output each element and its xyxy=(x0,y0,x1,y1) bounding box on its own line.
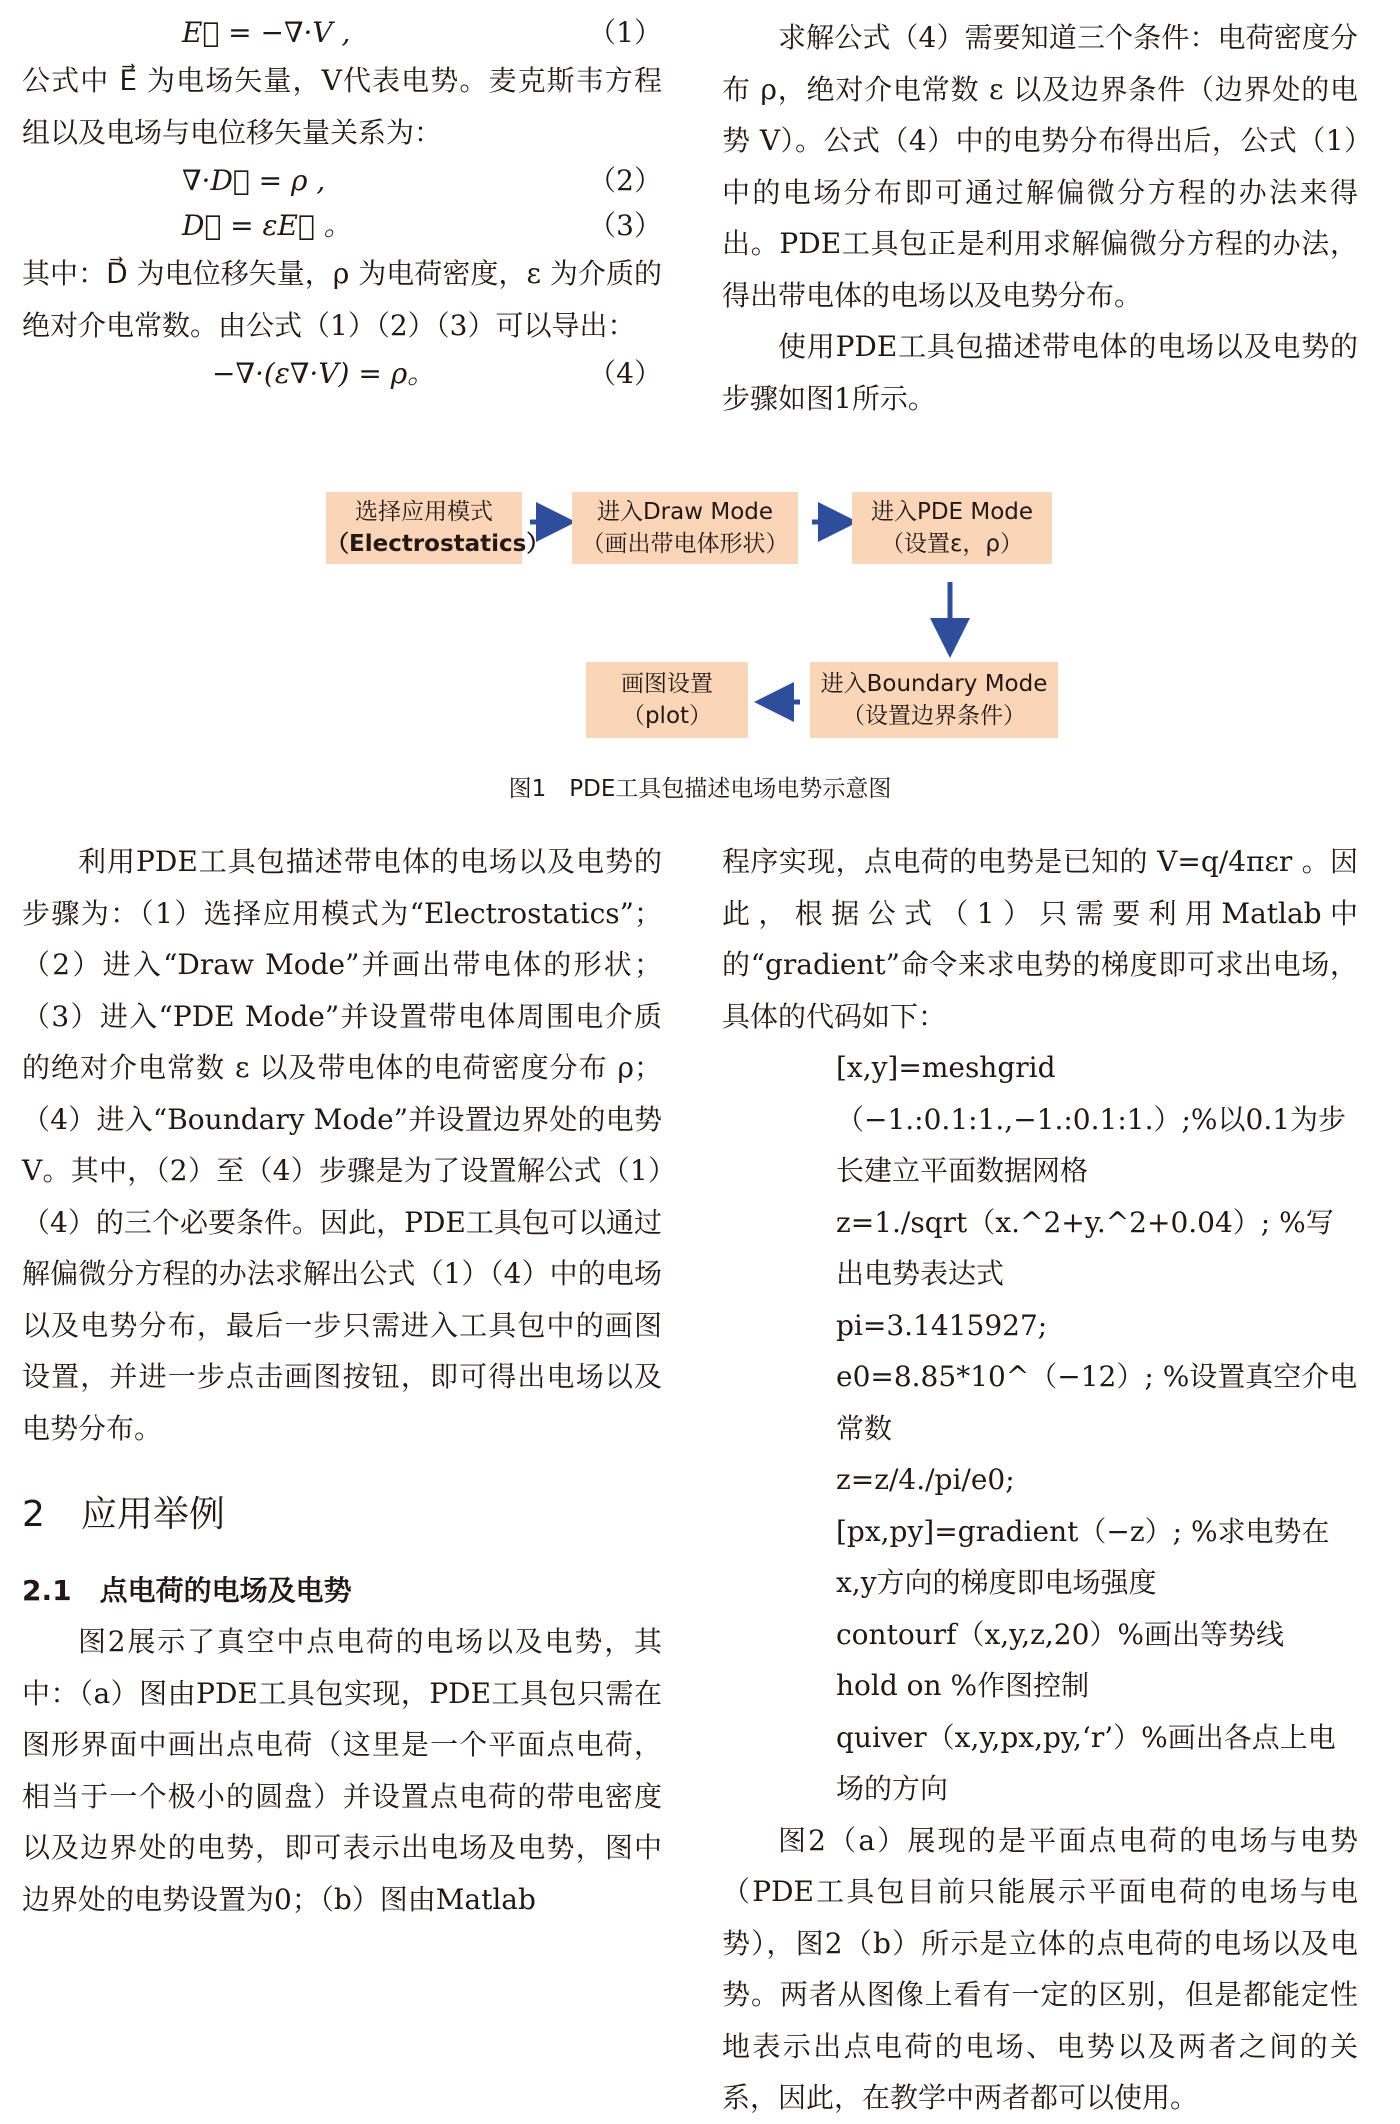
equation-2-expr: ∇·D⃗ = ρ , xyxy=(182,164,326,197)
paragraph-displacement-definition: 其中：D⃗ 为电位移矢量，ρ 为电荷密度，ε 为介质的绝对介电常数。由公式（1）（2）（3）可以导出： xyxy=(22,257,662,342)
code-line: z=1./sqrt（x.^2+y.^2+0.04）; %写出电势表达式 xyxy=(836,1205,1334,1290)
paragraph-figure2-discussion: 图2（a）展现的是平面点电荷的电场与电势（PDE工具包目前只能展示平面电荷的电场与电势），图2（b）所示是立体的点电荷的电场以及电势。两者从图像上看有一定的区别，但是都能定性地表示出点电荷的电场、电势以及两者之间的关系，因此，在教学中两者都可以使用。 xyxy=(722,1823,1358,2114)
equation-4-expr: −∇·(ε∇·V) = ρ。 xyxy=(212,357,436,390)
flow-box-3-line2: （设置ε，ρ） xyxy=(880,531,1024,557)
subsection-title: 2.1 点电荷的电场及电势 xyxy=(22,1574,352,1607)
code-line: z=z/4./pi/e0; xyxy=(836,1463,1015,1496)
flow-box-1-line1: 选择应用模式 xyxy=(355,499,493,525)
equation-1-expr: E⃗ = −∇·V , xyxy=(182,16,351,49)
paragraph-matlab-intro: 程序实现，点电荷的电势是已知的 V=q/4πεr 。因此，根据公式（1）只需要利用Matlab中的“gradient”命令来求电势的梯度即可求出电场，具体的代码如下： xyxy=(722,845,1358,1033)
flowchart-figure xyxy=(0,470,1400,810)
equation-4 xyxy=(22,351,662,396)
flow-box-5-line1: 画图设置 xyxy=(621,671,713,697)
paragraph-field-definition: 公式中 E⃗ 为电场矢量，V代表电势。麦克斯韦方程组以及电场与电位移矢量关系为： xyxy=(22,64,662,149)
equation-3-number: （3） xyxy=(588,209,662,242)
figure-caption: 图1 PDE工具包描述电场电势示意图 xyxy=(508,776,892,802)
paragraph-pde-steps: 利用PDE工具包描述带电体的电场以及电势的步骤为：（1）选择应用模式为“Electrostatics”；（2）进入“Draw Mode”并画出带电体的形状；（3）进入“PDE Mode”并设置带电体周围电介质的绝对介电常数 ε 以及带电体的电荷密度分布 ρ；（4）进入“Boundary Mode”并设置边界处的电势 V。其中，（2）至（4）步骤是为了设置解公式（1）（4）的三个必要条件。因此，PDE工具包可以通过解偏微分方程的办法求解出公式（1）（4）中的电场以及电势分布，最后一步只需进入工具包中的画图设置，并进一步点击画图按钮，即可得出电场以及电势分布。 xyxy=(22,845,662,1445)
top-left-column xyxy=(22,10,662,396)
flow-box-2-line2: （画出带电体形状） xyxy=(581,531,789,557)
flow-box-3-line1: 进入PDE Mode xyxy=(870,499,1034,525)
paragraph-steps-intro: 使用PDE工具包描述带电体的电场以及电势的步骤如图1所示。 xyxy=(722,330,1358,415)
flow-box-draw-mode xyxy=(572,492,798,564)
flow-box-4-line2: （设置边界条件） xyxy=(842,703,1026,729)
flow-box-2-line1: 进入Draw Mode xyxy=(596,499,774,525)
equation-2 xyxy=(22,158,662,203)
bottom-right-column xyxy=(722,836,1358,2124)
equation-1 xyxy=(22,10,662,55)
code-line: pi=3.1415927; xyxy=(836,1308,1048,1342)
code-line: [px,py]=gradient（−z）; %求电势在x,y方向的梯度即电场强度 xyxy=(836,1514,1330,1599)
flow-box-4-line1: 进入Boundary Mode xyxy=(820,671,1048,697)
bottom-left-column xyxy=(22,836,662,1925)
flow-box-boundary-mode xyxy=(810,662,1058,738)
flow-box-5-line2: （plot） xyxy=(621,703,713,729)
code-line: contourf（x,y,z,20）%画出等势线 xyxy=(836,1617,1285,1651)
code-line: e0=8.85*10^（−12）; %设置真空介电常数 xyxy=(836,1360,1358,1445)
matlab-code-block xyxy=(722,1042,1358,1815)
equation-2-number: （2） xyxy=(588,164,662,197)
code-line: hold on %作图控制 xyxy=(836,1669,1090,1702)
equation-3 xyxy=(22,203,662,248)
equation-4-number: （4） xyxy=(588,357,662,390)
equation-1-number: （1） xyxy=(588,16,662,49)
flow-box-select-mode xyxy=(326,492,550,564)
flow-box-plot-settings xyxy=(586,662,748,738)
code-line: quiver（x,y,px,py,‘r’）%画出各点上电场的方向 xyxy=(836,1720,1336,1805)
top-right-column xyxy=(722,12,1358,424)
flow-box-pde-mode xyxy=(852,492,1052,564)
code-line: [x,y]=meshgrid（−1.:0.1:1.,−1.:0.1:1.）;%以0.1为步长建立平面数据网格 xyxy=(836,1051,1347,1187)
equation-3-expr: D⃗ = εE⃗ 。 xyxy=(182,209,352,242)
paragraph-point-charge: 图2展示了真空中点电荷的电场以及电势，其中：（a）图由PDE工具包实现，PDE工具包只需在图形界面中画出点电荷（这里是一个平面点电荷，相当于一个极小的圆盘）并设置点电荷的带电密度以及边界处的电势，即可表示出电场及电势，图中边界处的电势设置为0；（b）图由Matlab xyxy=(22,1625,662,1916)
flow-box-1-line2: （Electrostatics） xyxy=(326,531,550,557)
paragraph-conditions: 求解公式（4）需要知道三个条件：电荷密度分布 ρ，绝对介电常数 ε 以及边界条件（边界处的电势 V）。公式（4）中的电势分布得出后，公式（1）中的电场分布即可通过解偏微分方程的办法来得出。PDE工具包正是利用求解偏微分方程的办法，得出带电体的电场以及电势分布。 xyxy=(722,21,1358,312)
section-title: 2 应用举例 xyxy=(22,1494,225,1535)
